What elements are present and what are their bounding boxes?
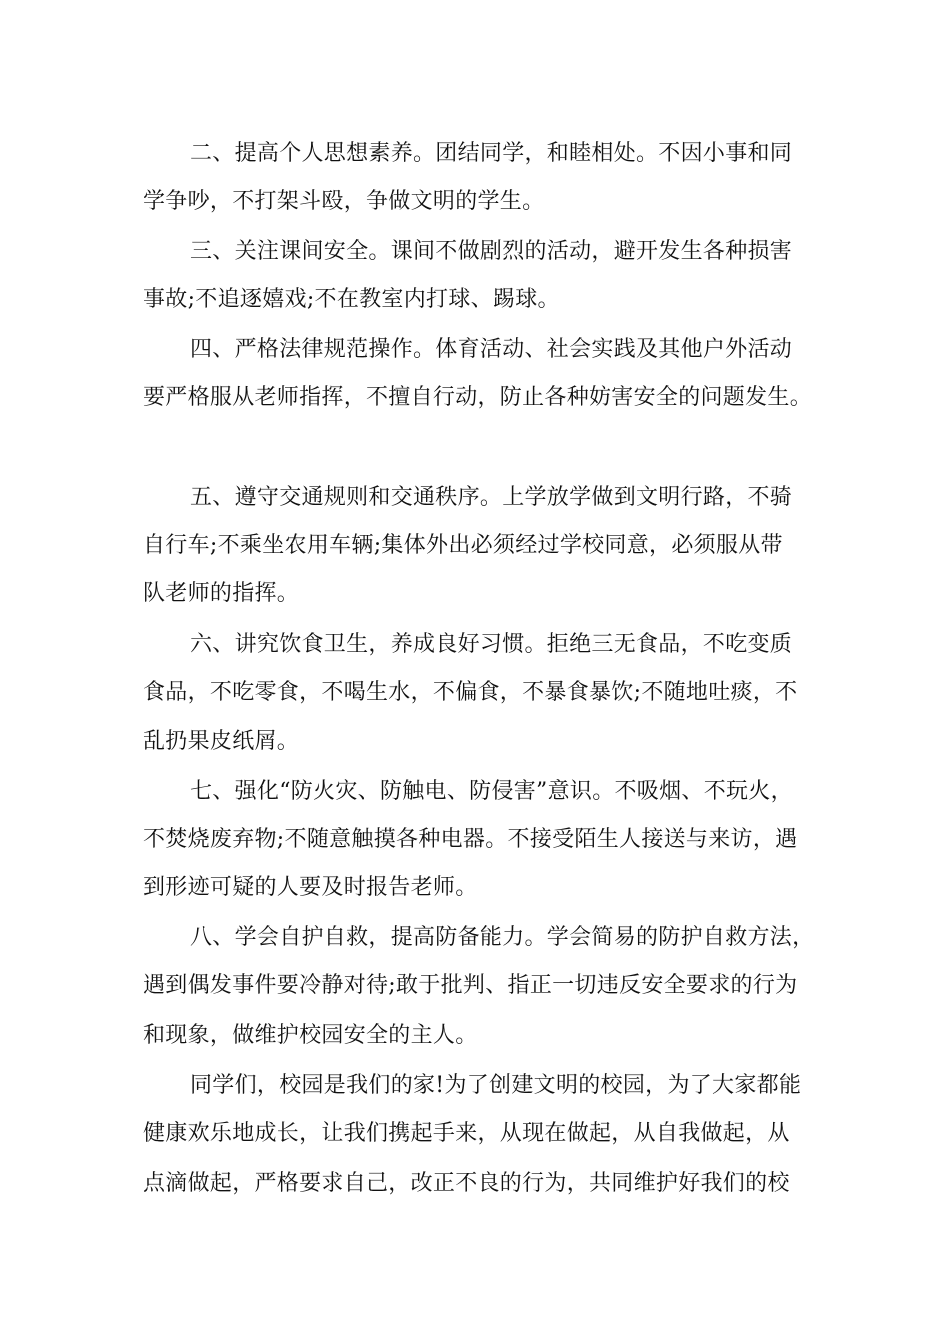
paragraph-6-line-2: 食品，不吃零食，不喝生水，不偏食，不暴食暴饮;不随地吐痰，不 [143,680,798,705]
paragraph-2-line-2: 学争吵，不打架斗殴，争做文明的学生。 [143,189,545,214]
paragraph-4-line-1: 四、严格法律规范操作。体育活动、社会实践及其他户外活动 [190,337,793,362]
paragraph-7-line-1: 七、强化“防火灾、防触电、防侵害”意识。不吸烟、不玩火， [190,779,793,804]
paragraph-8-line-3: 和现象，做维护校园安全的主人。 [143,1023,478,1048]
paragraph-3-line-2: 事故;不追逐嬉戏;不在教室内打球、踢球。 [143,287,560,312]
paragraph-6-line-3: 乱扔果皮纸屑。 [143,729,300,754]
paragraph-5-line-2: 自行车;不乘坐农用车辆;集体外出必须经过学校同意，必须服从带 [143,533,783,558]
paragraph-6-line-1: 六、讲究饮食卫生，养成良好习惯。拒绝三无食品，不吃变质 [190,632,793,657]
paragraph-5-line-3: 队老师的指挥。 [143,581,300,606]
paragraph-8-line-1: 八、学会自护自救，提高防备能力。学会简易的防护自救方法， [190,925,815,950]
paragraph-7-line-2: 不焚烧废弃物;不随意触摸各种电器。不接受陌生人接送与来访，遇 [143,827,798,852]
paragraph-2-line-1: 二、提高个人思想素养。团结同学，和睦相处。不因小事和同 [190,141,793,166]
paragraph-4-line-2: 要严格服从老师指挥，不擅自行动，防止各种妨害安全的问题发生。 [143,385,813,410]
closing-paragraph-line-1: 同学们，校园是我们的家!为了创建文明的校园，为了大家都能 [190,1073,802,1098]
paragraph-7-line-3: 到形迹可疑的人要及时报告老师。 [143,875,478,900]
paragraph-5-line-1: 五、遵守交通规则和交通秩序。上学放学做到文明行路，不骑 [190,485,793,510]
paragraph-8-line-2: 遇到偶发事件要冷静对待;敢于批判、指正一切违反安全要求的行为 [143,973,798,998]
closing-paragraph-line-3: 点滴做起，严格要求自己，改正不良的行为，共同维护好我们的校 [143,1171,790,1196]
closing-paragraph-line-2: 健康欢乐地成长，让我们携起手来，从现在做起，从自我做起，从 [143,1121,790,1146]
paragraph-3-line-1: 三、关注课间安全。课间不做剧烈的活动，避开发生各种损害 [190,239,793,264]
